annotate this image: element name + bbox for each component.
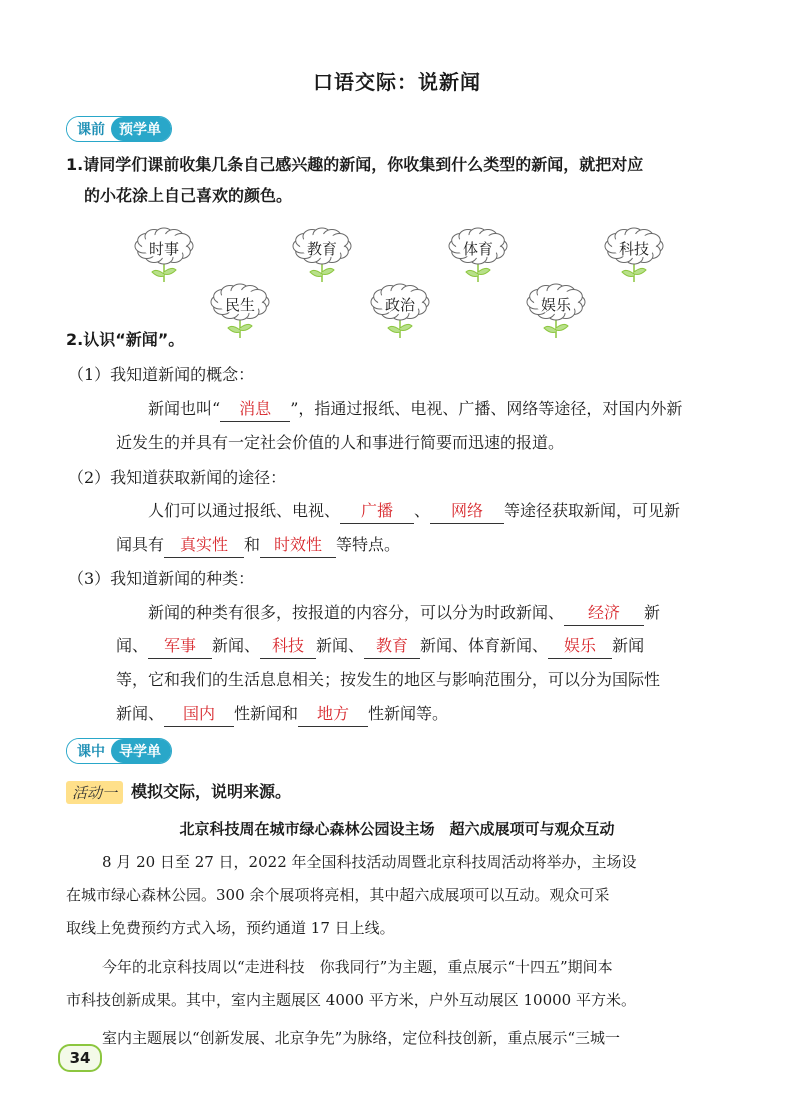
pre-class-badge [66,116,172,142]
flower-label: 民生 [224,296,255,314]
answer-blank[interactable]: 国内 [164,702,234,727]
answer-blank[interactable]: 娱乐 [548,634,612,659]
flower-label: 时事 [148,240,179,258]
text: 新闻、 [116,704,165,723]
news-line: 室内主题展以“创新发展、北京争先”为脉络，定位科技创新，重点展示“三城一 [102,1029,621,1047]
answer-blank[interactable]: 军事 [148,634,212,659]
text: 新闻也叫“ [148,399,221,418]
q2-s1-line1 [148,397,682,422]
q2-s3-line1 [148,601,660,626]
activity-tag: 活动一 [66,781,123,804]
q2-s3-line4 [116,702,448,727]
news-line: 今年的北京科技周以“走进科技 你我同行”为主题，重点展示“十四五”期间本 [102,958,613,976]
q2-s1-line2: 近发生的并具有一定社会价值的人和事进行简要而迅速的报道。 [116,433,565,452]
activity-row [66,780,291,804]
text: 新 [644,603,661,622]
q2-s2-line2 [116,533,400,558]
news-title: 北京科技周在城市绿心森林公园设主场 超六成展项可与观众互动 [179,820,615,838]
answer-blank[interactable]: 科技 [260,634,316,659]
page-title: 口语交际：说新闻 [313,70,481,94]
text: 闻具有 [116,535,165,554]
text: 新闻的种类有很多，按报道的内容分，可以分为时政新闻、 [148,603,565,622]
news-line: 市科技创新成果。其中，室内主题展区 4000 平方米，户外互动展区 10000 平方米。 [66,991,636,1009]
q2-s3-line3: 等，它和我们的生活息息相关；按发生的地区与影响范围分，可以分为国际性 [116,670,661,689]
flower-label: 娱乐 [540,296,571,314]
text: 新闻 [612,636,645,655]
answer-blank[interactable]: 时效性 [260,533,336,558]
text: ”，指通过报纸、电视、广播、网络等途径，对国内外新 [290,399,683,418]
q2-s3-line2 [116,634,644,659]
pre-class-badge-label: 课前 [67,117,111,141]
flower-7[interactable] [524,280,588,342]
in-class-badge [66,738,172,764]
activity-text: 模拟交际，说明来源。 [131,782,292,801]
flower-label: 政治 [384,296,415,314]
flower-label: 体育 [462,240,493,258]
answer-blank[interactable]: 经济 [564,601,644,626]
flower-label: 科技 [618,240,649,258]
in-class-badge-sub: 导学单 [111,739,171,763]
flower-3[interactable] [446,224,510,286]
q1-line1: 1.请同学们课前收集几条自己感兴趣的新闻，你收集到什么类型的新闻，就把对应 [66,155,644,174]
news-line: 8 月 20 日至 27 日，2022 年全国科技活动周暨北京科技周活动将举办，主场设 [102,853,637,871]
flower-4[interactable] [602,224,666,286]
answer-blank[interactable]: 网络 [430,499,504,524]
q2-s2-line1 [148,499,680,524]
answer-blank[interactable]: 教育 [364,634,420,659]
text: 性新闻和 [234,704,299,723]
text: 等途径获取新闻，可见新 [504,501,681,520]
news-line: 取线上免费预约方式入场，预约通道 17 日上线。 [66,919,395,937]
flower-6[interactable] [368,280,432,342]
answer-blank[interactable]: 消息 [220,397,290,422]
text: 人们可以通过报纸、电视、 [148,501,341,520]
pre-class-badge-sub: 预学单 [111,117,171,141]
text: 新闻、 [212,636,261,655]
text: 新闻、体育新闻、 [420,636,549,655]
q1-line2: 的小花涂上自己喜欢的颜色。 [84,186,293,205]
flower-5[interactable] [208,280,272,342]
text: 和 [244,535,261,554]
text: 性新闻等。 [368,704,449,723]
text: 等特点。 [336,535,401,554]
text: 闻、 [116,636,149,655]
text: 新闻、 [316,636,365,655]
q2-s2-label: （2）我知道获取新闻的途径： [68,468,287,487]
answer-blank[interactable]: 广播 [340,499,414,524]
q2-heading: 2.认识“新闻”。 [66,330,185,349]
flower-2[interactable] [290,224,354,286]
answer-blank[interactable]: 地方 [298,702,368,727]
q2-s1-label: （1）我知道新闻的概念： [68,365,255,384]
text: 、 [414,501,431,520]
flower-label: 教育 [306,240,337,258]
page-number: 34 [58,1044,102,1072]
news-line: 在城市绿心森林公园。300 余个展项将亮相，其中超六成展项可以互动。观众可采 [66,886,610,904]
in-class-badge-label: 课中 [67,739,111,763]
q2-s3-label: （3）我知道新闻的种类： [68,569,255,588]
flower-1[interactable] [132,224,196,286]
answer-blank[interactable]: 真实性 [164,533,244,558]
